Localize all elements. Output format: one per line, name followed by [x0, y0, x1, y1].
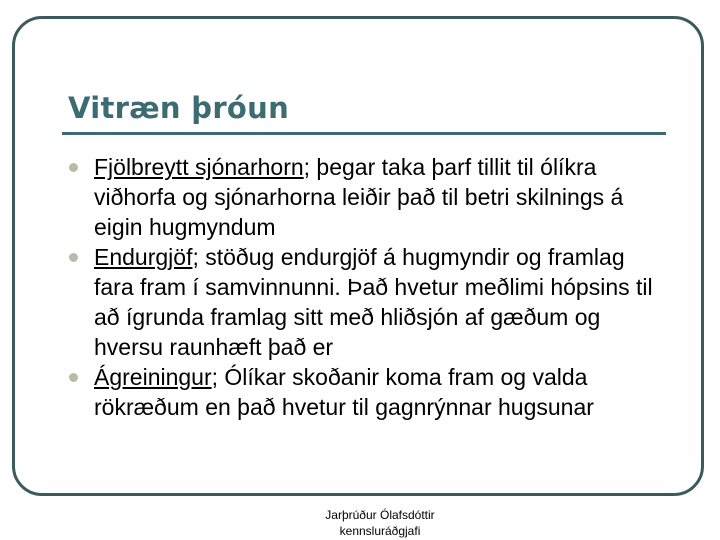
- bullet-text: ; stöðug endurgjöf á hugmyndir og framlag fara fram í samvinnunni. Það hvetur meðlimi hópsins til að ígrunda framlag sitt með hliðsjón af gæðum og hversu raunhæft það er: [94, 244, 653, 360]
- bullet-dot-icon: [69, 373, 78, 382]
- bullet-dot-icon: [69, 163, 78, 172]
- slide-title: Vitræn þróun: [68, 91, 290, 125]
- bullet-term: Ágreiningur: [94, 364, 212, 390]
- bullet-item-feedback: [68, 242, 668, 362]
- slide-footer: [280, 507, 480, 539]
- bullet-item-perspectives: [68, 152, 668, 242]
- bullet-text: ; þegar taka þarf tillit til ólíkra viðhorfa og sjónarhorna leiðir það til betri skilnings á eigin hugmyndum: [94, 154, 624, 240]
- title-underline: [62, 132, 666, 135]
- bullet-term: Endurgjöf: [94, 244, 193, 270]
- bullet-dot-icon: [69, 253, 78, 262]
- bullet-text: ; Ólíkar skoðanir koma fram og valda rökræðum en það hvetur til gagnrýnnar hugsunar: [94, 364, 594, 420]
- bullet-item-disagreement: [68, 362, 668, 422]
- bullet-term: Fjölbreytt sjónarhorn: [94, 154, 304, 180]
- footer-author: Jarþrúður Ólafsdóttir: [325, 508, 435, 522]
- footer-role: kennsluráðgjafi: [339, 524, 421, 538]
- bullet-list: [68, 152, 668, 422]
